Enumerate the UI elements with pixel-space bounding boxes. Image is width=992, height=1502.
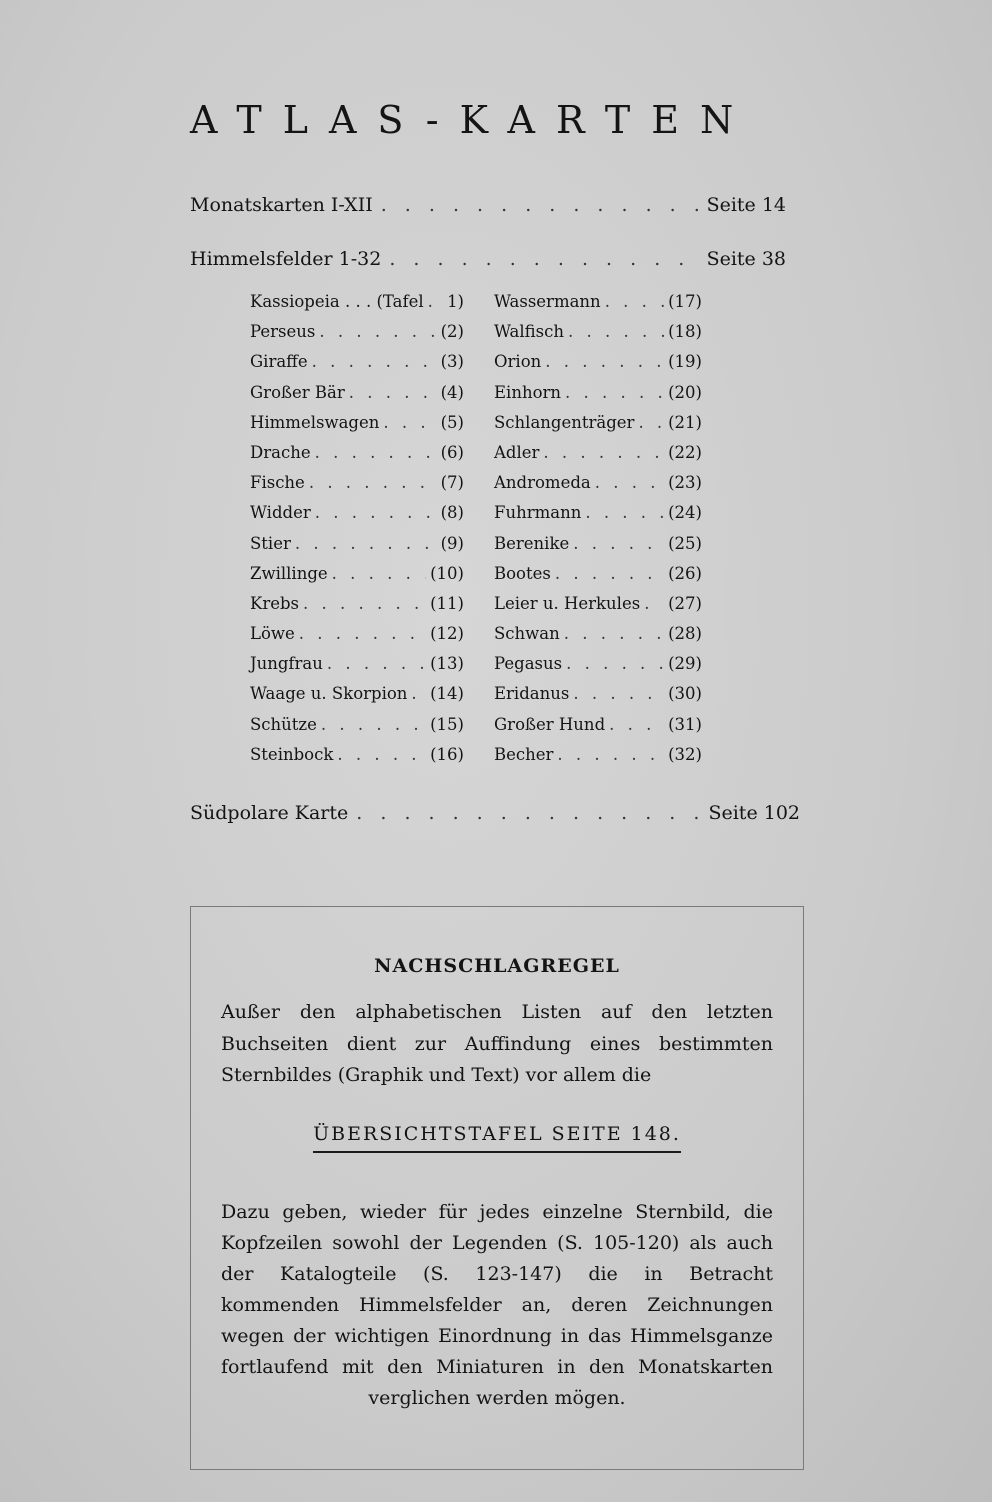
constellation-index: [250, 292, 702, 775]
dot-leader: [303, 594, 426, 613]
constellation-entry: [494, 534, 702, 564]
constellation-entry: [494, 503, 702, 533]
plate-number: (3): [440, 352, 464, 372]
dot-leader: [565, 383, 664, 402]
plate-number: 1): [447, 292, 464, 311]
dot-leader: [327, 654, 426, 673]
dot-leader: [638, 413, 664, 432]
box-paragraph-1: Außer den alphabetischen Listen auf den letzten Buchseiten dient zur Auffindung eines bestimmten Sternbildes (Graphik und Text) vor allem die: [221, 1001, 773, 1086]
plate-number: (13): [430, 654, 464, 674]
constellation-name: Schlangenträger: [494, 412, 635, 432]
dot-leader: [609, 715, 664, 734]
dot-leader: [543, 443, 664, 462]
dot-leader: [321, 715, 426, 734]
dot-leader: [319, 322, 436, 341]
constellation-entry: [494, 624, 702, 654]
dot-leader: [381, 194, 699, 216]
plate-number: (19): [668, 352, 702, 372]
dot-leader: [411, 684, 426, 703]
constellation-entry: [494, 383, 702, 413]
constellation-entry: [494, 594, 702, 624]
dot-leader: [312, 352, 437, 371]
plate-number: (23): [668, 473, 702, 493]
constellation-name: Löwe: [250, 624, 295, 644]
constellation-name: Kassiopeia . . . (Tafel: [250, 292, 424, 311]
plate-number: (17): [668, 292, 702, 311]
plate-number: (16): [430, 744, 464, 764]
plate-number: (2): [440, 322, 464, 342]
constellation-entry: [250, 684, 464, 714]
constellation-name: Orion: [494, 352, 542, 372]
plate-number: (27): [668, 593, 702, 613]
constellation-name: Schütze: [250, 714, 317, 734]
constellation-entry: [250, 473, 464, 503]
constellation-list-left: [250, 292, 464, 775]
constellation-entry: [250, 443, 464, 473]
toc-entry-monatskarten: [190, 194, 786, 216]
constellation-name: Pegasus: [494, 654, 563, 674]
constellation-entry: [494, 292, 702, 322]
plate-number: (14): [430, 684, 464, 704]
dot-leader: [337, 745, 426, 764]
dot-leader: [595, 473, 664, 492]
constellation-name: Fische: [250, 473, 305, 493]
constellation-entry: [494, 443, 702, 473]
constellation-name: Zwillinge: [250, 563, 328, 583]
plate-number: (6): [440, 442, 464, 462]
dot-leader: [573, 534, 664, 553]
constellation-name: Waage u. Skorpion: [250, 684, 408, 704]
constellation-name: Einhorn: [494, 382, 562, 402]
plate-number: (20): [668, 382, 702, 402]
constellation-entry: [250, 594, 464, 624]
plate-number: (21): [668, 412, 702, 432]
constellation-name: Jungfrau: [250, 654, 323, 674]
dot-leader: [389, 248, 698, 270]
constellation-entry: [494, 715, 702, 745]
constellation-name: Giraffe: [250, 352, 308, 372]
dot-leader: [332, 564, 426, 583]
constellation-entry: [250, 322, 464, 352]
toc-entry-suedpolare-karte: [190, 802, 800, 824]
plate-number: (30): [668, 684, 702, 704]
constellation-list-right: [494, 292, 702, 775]
constellation-entry: [250, 352, 464, 382]
dot-leader: [573, 684, 664, 703]
plate-number: (9): [440, 533, 464, 553]
plate-number: (12): [430, 624, 464, 644]
plate-number: (29): [668, 654, 702, 674]
toc-label: Südpolare Karte: [190, 802, 349, 824]
dot-leader: [605, 292, 664, 311]
plate-number: (28): [668, 624, 702, 644]
dot-leader: [356, 802, 700, 824]
constellation-name: Andromeda: [494, 473, 591, 493]
constellation-name: Becher: [494, 744, 554, 764]
constellation-entry: [250, 564, 464, 594]
constellation-entry: [250, 534, 464, 564]
constellation-name: Fuhrmann: [494, 503, 582, 523]
constellation-entry: [494, 473, 702, 503]
constellation-name: Bootes: [494, 563, 551, 583]
constellation-entry: [250, 624, 464, 654]
plate-number: (5): [440, 412, 464, 432]
dot-leader: [428, 292, 443, 311]
constellation-name: Himmelswagen: [250, 412, 380, 432]
toc-entry-himmelsfelder: [190, 248, 786, 270]
plate-number: (26): [668, 563, 702, 583]
constellation-entry: [250, 715, 464, 745]
nachschlagregel-box: [190, 906, 804, 1470]
constellation-name: Walfisch: [494, 322, 564, 342]
plate-number: (25): [668, 533, 702, 553]
plate-number: (8): [440, 503, 464, 523]
box-paragraph-2: Dazu geben, wieder für jedes einzelne Sternbild, die Kopfzeilen sowohl der Legenden (S. 105-120) als auch der Katalogteile (S. 123-147) die in Betracht kommenden Himmelsfelder an, deren Zeichnungen wegen der wichtigen Einordnung in das Himmelsganze fortlaufend mit den Miniaturen in den Monatskarten verglichen werden mögen.: [221, 1201, 773, 1409]
constellation-name: Perseus: [250, 322, 316, 342]
constellation-entry: [250, 383, 464, 413]
constellation-entry: [494, 745, 702, 775]
plate-number: (10): [430, 563, 464, 583]
constellation-name: Stier: [250, 533, 291, 553]
constellation-entry: [494, 352, 702, 382]
dot-leader: [568, 322, 664, 341]
dot-leader: [315, 503, 437, 522]
constellation-entry: [250, 745, 464, 775]
toc-label: Himmelsfelder 1-32: [190, 248, 382, 270]
box-subheading-text: ÜBERSICHTSTAFEL SEITE 148.: [313, 1123, 681, 1153]
constellation-entry: [250, 654, 464, 684]
constellation-name: Wassermann: [494, 292, 601, 311]
plate-number: (7): [440, 473, 464, 493]
toc-page: Seite 14: [706, 194, 786, 216]
box-heading: NACHSCHLAGREGEL: [374, 955, 620, 977]
plate-number: (32): [668, 744, 702, 764]
box-subheading: [191, 1123, 803, 1153]
toc-page: Seite 38: [706, 248, 786, 270]
dot-leader: [555, 564, 664, 583]
plate-number: (31): [668, 714, 702, 734]
plate-number: (24): [668, 503, 702, 523]
constellation-entry: [494, 413, 702, 443]
constellation-name: Adler: [494, 442, 540, 462]
dot-leader: [564, 624, 664, 643]
plate-number: (22): [668, 442, 702, 462]
constellation-name: Widder: [250, 503, 311, 523]
dot-leader: [644, 594, 664, 613]
dot-leader: [349, 383, 437, 402]
dot-leader: [566, 654, 664, 673]
page-title: ATLAS-KARTEN: [190, 98, 755, 142]
constellation-name: Großer Bär: [250, 382, 345, 402]
constellation-name: Schwan: [494, 624, 560, 644]
constellation-name: Großer Hund: [494, 714, 606, 734]
plate-number: (11): [430, 593, 464, 613]
dot-leader: [299, 624, 426, 643]
toc-page: Seite 102: [708, 802, 800, 824]
constellation-name: Eridanus: [494, 684, 570, 704]
dot-leader: [295, 534, 437, 553]
constellation-entry: [494, 654, 702, 684]
constellation-name: Drache: [250, 442, 311, 462]
dot-leader: [315, 443, 437, 462]
toc-label: Monatskarten I-XII: [190, 194, 373, 216]
constellation-entry: [250, 503, 464, 533]
constellation-entry: [250, 292, 464, 322]
plate-number: (4): [440, 382, 464, 402]
constellation-entry: [494, 684, 702, 714]
constellation-name: Krebs: [250, 593, 300, 613]
constellation-name: Steinbock: [250, 744, 334, 764]
dot-leader: [309, 473, 437, 492]
constellation-entry: [494, 322, 702, 352]
constellation-name: Berenike: [494, 533, 570, 553]
plate-number: (15): [430, 714, 464, 734]
constellation-name: Leier u. Herkules: [494, 593, 641, 613]
dot-leader: [545, 352, 664, 371]
constellation-entry: [250, 413, 464, 443]
dot-leader: [383, 413, 436, 432]
constellation-entry: [494, 564, 702, 594]
plate-number: (18): [668, 322, 702, 342]
dot-leader: [585, 503, 664, 522]
dot-leader: [557, 745, 664, 764]
